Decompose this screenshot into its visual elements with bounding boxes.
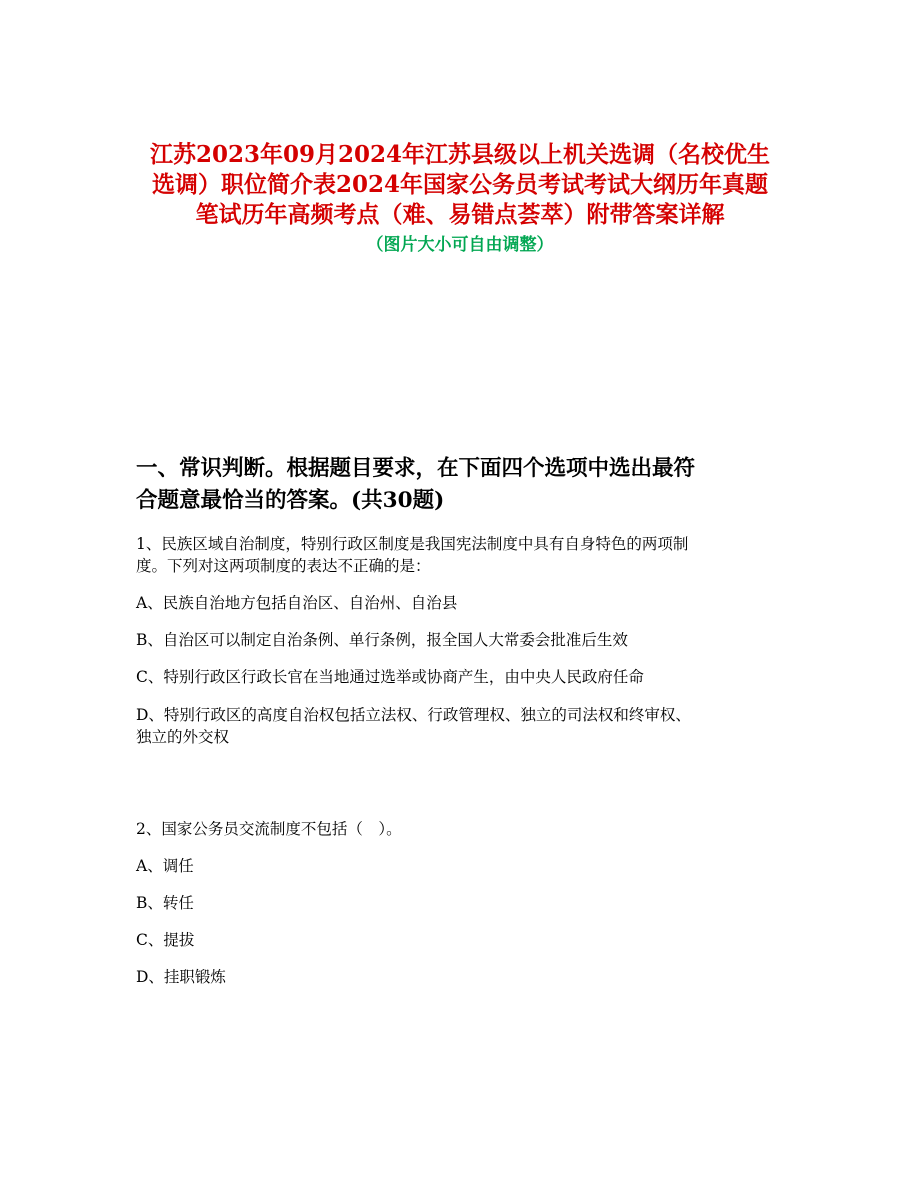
document-subtitle: （图片大小可自由调整） (366, 235, 554, 255)
question-1-option-a (136, 592, 796, 614)
option-line: A、调任 (136, 857, 194, 875)
question-stem-line: 2、国家公务员交流制度不包括（ ）。 (136, 820, 402, 838)
question-2-option-d (136, 966, 796, 988)
question-1-stem (136, 533, 796, 577)
question-1-option-b (136, 629, 796, 651)
option-line: C、提拔 (136, 931, 195, 949)
option-line: C、特别行政区行政长官在当地通过选举或协商产生，由中央人民政府任命 (136, 668, 644, 686)
title-line: 江苏2023年09月2024年江苏县级以上机关选调（名校优生 (149, 141, 771, 168)
title-line: 笔试历年高频考点（难、易错点荟萃）附带答案详解 (195, 201, 725, 228)
question-1-option-c (136, 666, 796, 688)
question-stem-line: 度。下列对这两项制度的表达不正确的是： (136, 557, 431, 575)
option-line: D、特别行政区的高度自治权包括立法权、行政管理权、独立的司法权和终审权、 (136, 706, 691, 724)
question-2-option-b (136, 892, 796, 914)
question-2-option-c (136, 929, 796, 951)
option-line: 独立的外交权 (136, 728, 230, 746)
option-line: B、转任 (136, 894, 194, 912)
question-2-option-a (136, 855, 796, 877)
option-line: A、民族自治地方包括自治区、自治州、自治县 (136, 594, 458, 612)
option-line: B、自治区可以制定自治条例、单行条例，报全国人大常委会批准后生效 (136, 631, 628, 649)
section-heading (136, 453, 796, 517)
question-2-stem (136, 818, 796, 840)
document-title (120, 140, 800, 258)
title-line: 选调）职位简介表2024年国家公务员考试考试大纲历年真题 (151, 171, 768, 198)
question-stem-line: 1、民族区域自治制度，特别行政区制度是我国宪法制度中具有自身特色的两项制 (136, 535, 689, 553)
section-heading-line: 合题意最恰当的答案。(共30题) (136, 488, 445, 513)
question-1-option-d (136, 704, 796, 748)
section-heading-line: 一、常识判断。根据题目要求，在下面四个选项中选出最符 (136, 456, 696, 481)
option-line: D、挂职锻炼 (136, 968, 226, 986)
